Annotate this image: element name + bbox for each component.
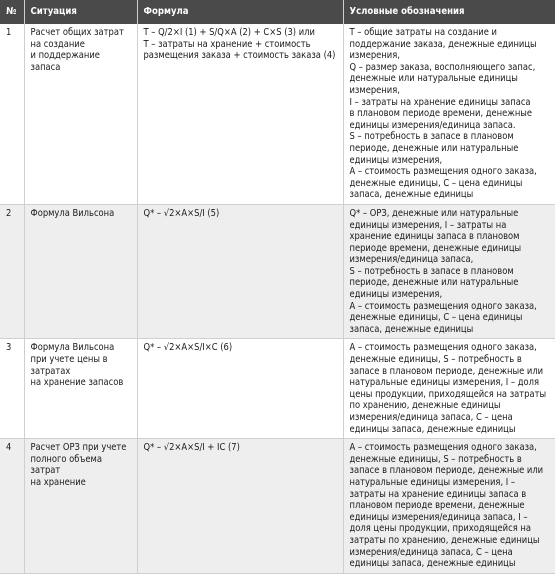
row-formula: Q* – √2×A×S/I + IC (7): [137, 439, 343, 574]
row-notation: A – стоимость размещения одного заказа, денежные единицы, S – потребность в запасе в плановом периоде, денежные или натуральные единицы измерения, I – затраты на хранение единицы запаса в плановом периоде времени, денежные единицы измерения/единица запаса, I – доля цены продукции, приходящейся на затраты по хранению, денежные единицы измерения/единица запаса, C – цена единицы запаса, денежные единицы: [343, 439, 555, 574]
table-row: [0, 24, 555, 204]
row-situation: Расчет ОРЗ при учете полного объема затрат на хранение: [24, 439, 137, 574]
row-number: 1: [0, 24, 24, 204]
row-notation: T – общие затраты на создание и поддержание заказа, денежные единицы измерения, Q – размер заказа, восполняющего запас, денежные или натуральные единицы измерения, I – затраты на хранение единицы запаса в плановом периоде времени, денежные единицы измерения/единица запаса. S – потребность в запасе в плановом периоде, денежные или натуральные единицы измерения, A – стоимость размещения одного заказа, денежные единицы, C – цена единицы запаса, денежные единицы: [343, 24, 555, 204]
row-situation: Формула Вильсона: [24, 204, 137, 339]
row-notation: Q* – ОРЗ, денежные или натуральные единицы измерения, I – затраты на хранение единицы запаса в плановом периоде времени, денежные единицы измерения/единица запаса, S – потребность в запасе в плановом периоде, денежные или натуральные единицы измерения, A – стоимость размещения одного заказа, денежные единицы, C – цена единицы запаса, денежные единицы: [343, 204, 555, 339]
row-situation: Расчет общих затрат на создание и поддержание запаса: [24, 24, 137, 204]
table-row: [0, 204, 555, 339]
row-number: 3: [0, 339, 24, 439]
header-formula: Формула: [137, 0, 343, 24]
row-formula: Q* – √2×A×S/I×C (6): [137, 339, 343, 439]
row-formula: Q* – √2×A×S/I (5): [137, 204, 343, 339]
row-number: 2: [0, 204, 24, 339]
table-row: [0, 439, 555, 574]
row-situation: Формула Вильсона при учете цены в затратах на хранение запасов: [24, 339, 137, 439]
row-number: 4: [0, 439, 24, 574]
header-situation: Ситуация: [24, 0, 137, 24]
table-header-row: [0, 0, 555, 24]
table-row: [0, 339, 555, 439]
row-notation: A – стоимость размещения одного заказа, денежные единицы, S – потребность в запасе в плановом периоде, денежные или натуральные единицы измерения, I – доля цены продукции, приходящейся на затраты по хранению, денежные единицы измерения/единица запаса, C – цена единицы запаса, денежные единицы: [343, 339, 555, 439]
header-number: №: [0, 0, 24, 24]
row-formula: T – Q/2×I (1) + S/Q×A (2) + C×S (3) или T – затраты на хранение + стоимость размещения заказа + стоимость заказа (4): [137, 24, 343, 204]
header-notation: Условные обозначения: [343, 0, 555, 24]
